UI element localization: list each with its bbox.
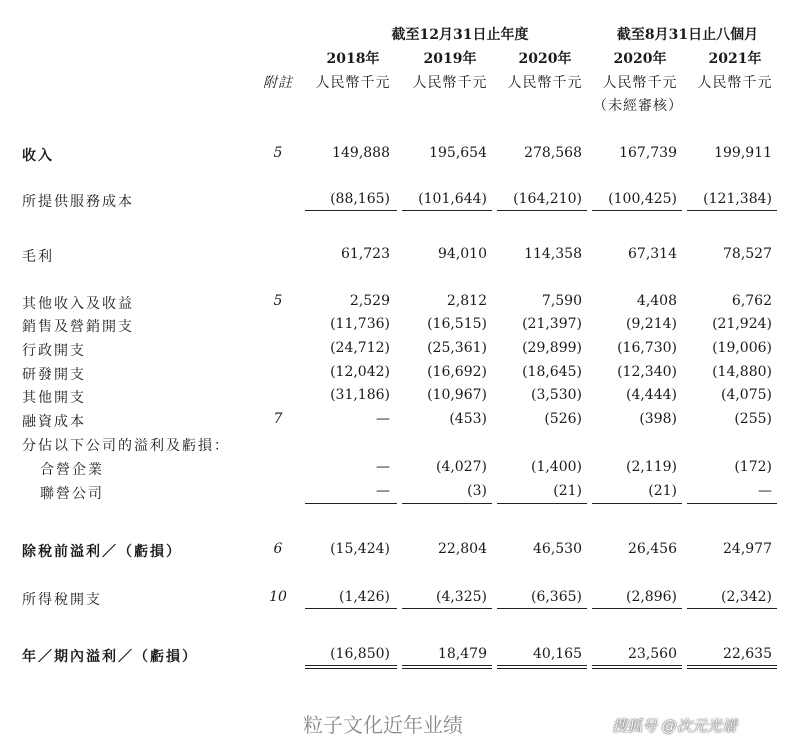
row-note-profit-before-tax: 6 [273,541,283,557]
value-other-income-2020: 7,590 [541,293,582,309]
value-other-exp-2020-8m: (4,444) [625,387,677,403]
double-underline-total [497,665,587,666]
divider-associates [305,503,397,504]
value-pbt-2018: (15,424) [330,541,390,557]
value-cost-2020-8m: (100,425) [608,191,677,207]
divider-associates [402,503,492,504]
header-unit-2020-eight-months: 人民幣千元 [602,75,678,91]
value-rnd-2019: (16,692) [427,364,487,380]
row-label-admin-expenses: 行政開支 [22,343,86,359]
value-cost-2018: (88,165) [330,191,390,207]
value-other-exp-2021-8m: (4,075) [720,387,772,403]
value-assoc-2019: (3) [467,483,487,499]
value-gross-2021-8m: 78,527 [723,246,772,262]
value-rnd-2020: (18,645) [522,364,582,380]
value-revenue-2018: 149,888 [332,145,390,161]
value-other-exp-2018: (31,186) [330,387,390,403]
value-assoc-2020: (21) [553,483,582,499]
value-pbt-2020-8m: 26,456 [628,541,677,557]
value-pbt-2021-8m: 24,977 [723,541,772,557]
header-note-column: 附註 [263,75,293,91]
value-cost-2021-8m: (121,384) [703,191,772,207]
row-label-income-tax: 所得稅開支 [22,592,102,608]
value-pbt-2020: 46,530 [533,541,582,557]
double-underline-total [497,668,587,669]
header-unit-2018: 人民幣千元 [315,75,391,91]
divider-income-tax [305,608,397,609]
row-label-rnd-expenses: 研發開支 [22,367,86,383]
value-jv-2018: — [376,459,390,475]
double-underline-total [592,665,682,666]
header-group-year-end: 截至12月31日止年度 [391,27,529,43]
row-label-gross-profit: 毛利 [22,249,54,265]
row-note-other-income: 5 [273,293,283,309]
value-rnd-2021-8m: (14,880) [712,364,772,380]
value-jv-2020: (1,400) [530,459,582,475]
row-label-finance-costs: 融資成本 [22,414,86,430]
row-label-other-income: 其他收入及收益 [22,296,134,312]
value-gross-2020-8m: 67,314 [628,246,677,262]
value-jv-2020-8m: (2,119) [625,459,677,475]
value-pfp-2021-8m: 22,635 [723,646,772,662]
value-pfp-2019: 18,479 [438,646,487,662]
header-year-2020: 2020年 [518,51,572,67]
value-rnd-2018: (12,042) [330,364,390,380]
divider-income-tax [687,608,777,609]
row-label-other-expenses: 其他開支 [22,390,86,406]
row-label-profit-for-period: 年／期內溢利／（虧損） [22,649,198,665]
header-year-2019: 2019年 [423,51,477,67]
value-finance-2020-8m: (398) [639,411,677,427]
value-other-exp-2019: (10,967) [427,387,487,403]
value-pfp-2018: (16,850) [330,646,390,662]
divider-income-tax [592,608,682,609]
value-selling-2019: (16,515) [427,316,487,332]
value-admin-2019: (25,361) [427,340,487,356]
value-finance-2020: (526) [544,411,582,427]
value-finance-2018: — [376,411,390,427]
value-gross-2018: 61,723 [341,246,390,262]
header-year-2021: 2021年 [708,51,762,67]
row-note-income-tax: 10 [269,589,287,605]
value-selling-2020: (21,397) [522,316,582,332]
header-unit-2020: 人民幣千元 [507,75,583,91]
row-note-revenue: 5 [273,145,283,161]
divider-associates [497,503,587,504]
value-selling-2020-8m: (9,214) [625,316,677,332]
double-underline-total [305,668,397,669]
value-revenue-2020-8m: 167,739 [619,145,677,161]
value-assoc-2021-8m: — [758,483,772,499]
value-tax-2019: (4,325) [435,589,487,605]
divider-income-tax [402,608,492,609]
value-other-exp-2020: (3,530) [530,387,582,403]
value-selling-2018: (11,736) [330,316,390,332]
value-admin-2021-8m: (19,006) [712,340,772,356]
value-gross-2020: 114,358 [524,246,582,262]
value-pbt-2019: 22,804 [438,541,487,557]
figure-caption: 粒子文化近年业绩 [303,713,463,737]
divider-associates [687,503,777,504]
double-underline-total [687,668,777,669]
divider-cost [402,210,492,211]
double-underline-total [402,668,492,669]
value-assoc-2020-8m: (21) [648,483,677,499]
value-finance-2019: (453) [449,411,487,427]
value-finance-2021-8m: (255) [734,411,772,427]
value-cost-2019: (101,644) [418,191,487,207]
header-group-eight-months: 截至8月31日止八個月 [616,27,759,43]
value-tax-2018: (1,426) [338,589,390,605]
value-revenue-2021-8m: 199,911 [714,145,772,161]
divider-income-tax [497,608,587,609]
row-label-share-of-profit: 分佔以下公司的溢利及虧損： [22,438,230,454]
double-underline-total [402,665,492,666]
value-admin-2020-8m: (16,730) [617,340,677,356]
row-label-profit-before-tax: 除稅前溢利／（虧損） [22,544,182,560]
row-label-cost-of-services: 所提供服務成本 [22,194,134,210]
double-underline-total [687,665,777,666]
divider-cost [687,210,777,211]
row-label-associates: 聯營公司 [40,486,104,502]
double-underline-total [305,665,397,666]
row-label-revenue: 收入 [22,148,54,164]
value-revenue-2020: 278,568 [524,145,582,161]
header-unit-2021: 人民幣千元 [697,75,773,91]
divider-cost [305,210,397,211]
header-unit-2019: 人民幣千元 [412,75,488,91]
value-assoc-2018: — [376,483,390,499]
header-year-2018: 2018年 [326,51,380,67]
value-jv-2019: (4,027) [435,459,487,475]
value-other-income-2019: 2,812 [446,293,487,309]
value-other-income-2018: 2,529 [349,293,390,309]
header-year-2020-eight-months: 2020年 [613,51,667,67]
value-rnd-2020-8m: (12,340) [617,364,677,380]
value-tax-2020-8m: (2,896) [625,589,677,605]
value-jv-2021-8m: (172) [734,459,772,475]
value-tax-2021-8m: (2,342) [720,589,772,605]
value-admin-2020: (29,899) [522,340,582,356]
row-label-selling-expenses: 銷售及營銷開支 [22,319,134,335]
double-underline-total [592,668,682,669]
row-label-joint-ventures: 合營企業 [40,462,104,478]
value-gross-2019: 94,010 [438,246,487,262]
value-selling-2021-8m: (21,924) [712,316,772,332]
row-note-finance-costs: 7 [273,411,283,427]
divider-associates [592,503,682,504]
value-cost-2020: (164,210) [513,191,582,207]
divider-cost [497,210,587,211]
header-unaudited: （未經審核） [593,98,683,114]
divider-cost [592,210,682,211]
value-other-income-2020-8m: 4,408 [636,293,677,309]
value-admin-2018: (24,712) [330,340,390,356]
watermark: 搜狐号 @次元光谱 [612,717,737,735]
value-revenue-2019: 195,654 [429,145,487,161]
value-other-income-2021-8m: 6,762 [731,293,772,309]
value-tax-2020: (6,365) [530,589,582,605]
value-pfp-2020-8m: 23,560 [628,646,677,662]
value-pfp-2020: 40,165 [533,646,582,662]
